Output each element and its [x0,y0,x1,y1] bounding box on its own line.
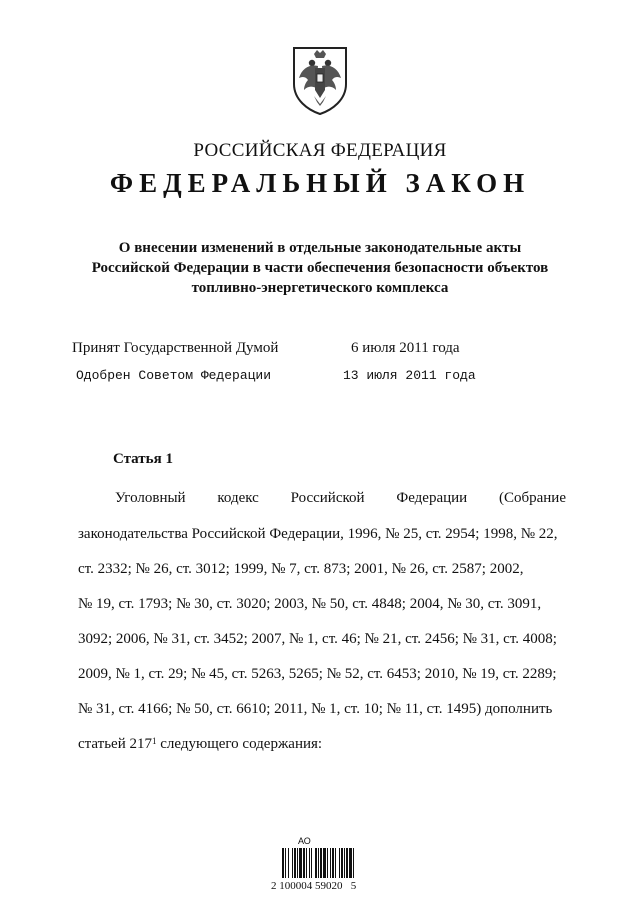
barcode-bar [330,848,331,878]
barcode-bar [323,848,326,878]
article-text-fragment: следующего содержания: [156,736,323,752]
barcode-bar [297,848,298,878]
council-approval-label: Одобрен Советом Федерации [76,368,272,383]
article-word: кодекс [217,490,259,506]
document-type-heading: ФЕДЕРАЛЬНЫЙ ЗАКОН [109,168,531,198]
barcode-bar [318,848,319,878]
barcode-bar [303,848,305,878]
barcode-bar [306,848,307,878]
article-text-line: № 19, ст. 1793; № 30, ст. 3020; 2003, № 50, ст. 4848; 2004, № 30, ст. 3091, [78,596,542,612]
law-title [70,238,570,298]
barcode-bar [292,848,293,878]
council-approval-date: 13 июля 2011 года [343,368,476,383]
barcode-bar [309,848,310,878]
barcode [282,848,374,878]
article-text-line [115,490,566,507]
article-text-fragment: статьей 217 [78,736,152,752]
article-text-line-last [78,736,566,753]
barcode-bar [299,848,302,878]
barcode-bar [349,848,352,878]
barcode-mark: АО [298,836,311,846]
law-title-line: Российской Федерации в части обеспечения безопасности объектов [91,260,549,276]
duma-adoption-label: Принят Государственной Думой [72,340,279,356]
barcode-bar [294,848,296,878]
article-text-line: 2009, № 1, ст. 29; № 45, ст. 5263, 5265; № 52, ст. 6453; 2010, № 19, ст. 2289; [78,666,557,682]
article-word: (Собрание [498,490,566,506]
law-title-line: О внесении изменений в отдельные законодательные акты [118,240,522,256]
article-word: Уголовный [115,490,186,506]
barcode-bar [339,848,340,878]
barcode-bar [288,848,289,878]
barcode-bar [341,848,343,878]
article-text-line: законодательства Российской Федерации, 1996, № 25, ст. 2954; 1998, № 22, [78,526,558,542]
barcode-bar [335,848,336,878]
article-text-line: ст. 2332; № 26, ст. 3012; 1999, № 7, ст. 873; 2001, № 26, ст. 2587; 2002, [78,561,524,577]
article-word: Российской [290,490,365,506]
duma-adoption-date: 6 июля 2011 года [351,340,460,356]
coat-of-arms-emblem [288,44,352,116]
law-title-line: топливно-энергетического комплекса [191,280,449,296]
article-text-line: 3092; 2006, № 31, ст. 3452; 2007, № 1, ст. 46; № 21, ст. 2456; № 31, ст. 4008; [78,631,557,647]
article-text-line: № 31, ст. 4166; № 50, ст. 6610; 2011, № 1, ст. 10; № 11, ст. 1495) дополнить [78,701,553,717]
article-superscript: 1 [152,736,157,746]
country-heading: РОССИЙСКАЯ ФЕДЕРАЦИЯ [193,140,447,161]
barcode-bar [311,848,312,878]
barcode-bar [320,848,322,878]
barcode-bar [327,848,328,878]
article-word: Федерации [396,490,468,506]
barcode-bar [315,848,317,878]
barcode-bar [346,848,348,878]
barcode-bar [282,848,284,878]
barcode-bar [344,848,345,878]
barcode-number: 2 100004 59020 5 [271,880,357,892]
barcode-bar [285,848,286,878]
barcode-bar [332,848,334,878]
barcode-bar [353,848,354,878]
article-heading: Статья 1 [113,451,173,467]
